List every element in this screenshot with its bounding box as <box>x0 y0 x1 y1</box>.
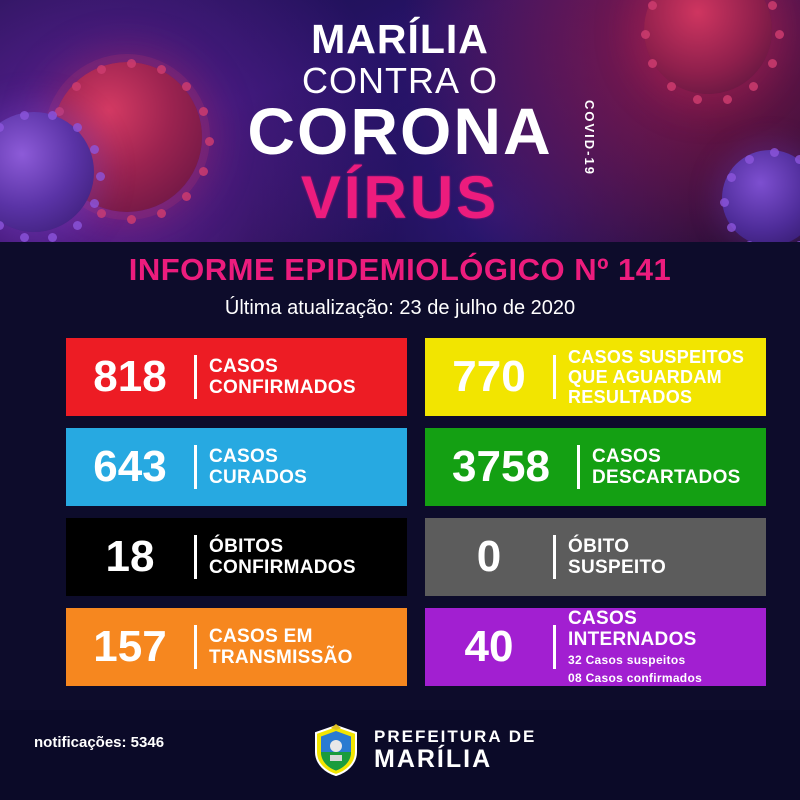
stat-value-casos-em-transmissao: 157 <box>78 625 197 669</box>
stat-card-casos-em-transmissao <box>66 608 407 686</box>
stat-label-line-3: RESULTADOS <box>568 387 693 408</box>
stat-value-casos-confirmados: 818 <box>78 355 197 399</box>
coat-of-arms-icon <box>310 722 362 778</box>
brand-text <box>374 728 536 772</box>
page-title: INFORME EPIDEMIOLÓGICO Nº 141 <box>128 252 672 287</box>
stats-row-1 <box>66 338 766 416</box>
hero-title-line-3: CORONA <box>247 94 553 168</box>
hero-covid-tag: COVID-19 <box>582 100 597 176</box>
stat-label-line-1: CASOS SUSPEITOS <box>568 346 745 367</box>
stat-note-line-1: 32 Casos suspeitos <box>568 653 686 668</box>
last-update-text: Última atualização: 23 de julho de 2020 <box>224 297 576 319</box>
footer-bar <box>0 710 800 800</box>
stats-row-4 <box>66 608 766 686</box>
notifications-count: notificações: 5346 <box>34 734 165 751</box>
stat-label-casos-curados <box>197 446 307 489</box>
stat-card-casos-descartados <box>425 428 766 506</box>
stat-card-obitos-confirmados <box>66 518 407 596</box>
stat-label-line-2: TRANSMISSÃO <box>209 647 353 668</box>
stat-card-casos-suspeitos-aguardando <box>425 338 766 416</box>
stat-card-obito-suspeito <box>425 518 766 596</box>
stat-note-line-2: 08 Casos confirmados <box>568 671 703 686</box>
stat-card-casos-confirmados <box>66 338 407 416</box>
stat-label-casos-internados <box>556 608 756 687</box>
stat-label-obito-suspeito <box>556 536 666 579</box>
stat-card-casos-internados <box>425 608 766 686</box>
stat-label-line-1: CASOS EM <box>209 625 313 647</box>
stat-label-line-2: CURADOS <box>209 467 308 488</box>
stat-card-casos-curados <box>66 428 407 506</box>
stat-label-line-2: DESCARTADOS <box>592 467 741 488</box>
stat-label-line-1: CASOS <box>592 445 662 467</box>
stat-label-line-2: CONFIRMADOS <box>209 377 356 398</box>
brand-line-2: MARÍLIA <box>374 744 493 773</box>
stat-label-casos-em-transmissao <box>197 626 353 669</box>
stat-label-line-2: SUSPEITO <box>568 557 667 578</box>
stat-label-line-2: QUE AGUARDAM <box>568 366 722 387</box>
hero-banner <box>0 0 800 242</box>
stat-label-casos-confirmados <box>197 356 356 399</box>
statistics-grid <box>66 338 766 698</box>
stat-value-casos-suspeitos-aguardando: 770 <box>437 355 556 399</box>
hero-title-line-2: CONTRA O <box>301 60 498 101</box>
stat-value-obito-suspeito: 0 <box>437 535 556 579</box>
stat-label-casos-descartados <box>580 446 741 489</box>
hero-text-block <box>0 0 800 242</box>
stat-label-line-1: CASOS <box>209 445 279 467</box>
hero-title-line-4: VÍRUS <box>300 164 500 231</box>
stat-label-obitos-confirmados <box>197 536 356 579</box>
stat-label-line-1: ÓBITOS <box>209 535 284 557</box>
brand-line-1: PREFEITURA DE <box>374 726 537 746</box>
stats-row-3 <box>66 518 766 596</box>
stat-label-line-1: CASOS <box>209 355 279 377</box>
stat-value-casos-internados: 40 <box>437 625 556 669</box>
stats-row-2 <box>66 428 766 506</box>
stat-label-line-2: CONFIRMADOS <box>209 557 356 578</box>
hero-title-line-1: MARÍLIA <box>311 16 489 62</box>
stat-value-casos-descartados: 3758 <box>437 445 580 489</box>
stat-label-casos-suspeitos-aguardando <box>556 347 744 407</box>
stat-value-obitos-confirmados: 18 <box>78 535 197 579</box>
city-brand <box>310 722 536 778</box>
stat-label-line-1: CASOS INTERNADOS <box>568 607 697 650</box>
stat-value-casos-curados: 643 <box>78 445 197 489</box>
stat-label-line-1: ÓBITO <box>568 535 630 557</box>
